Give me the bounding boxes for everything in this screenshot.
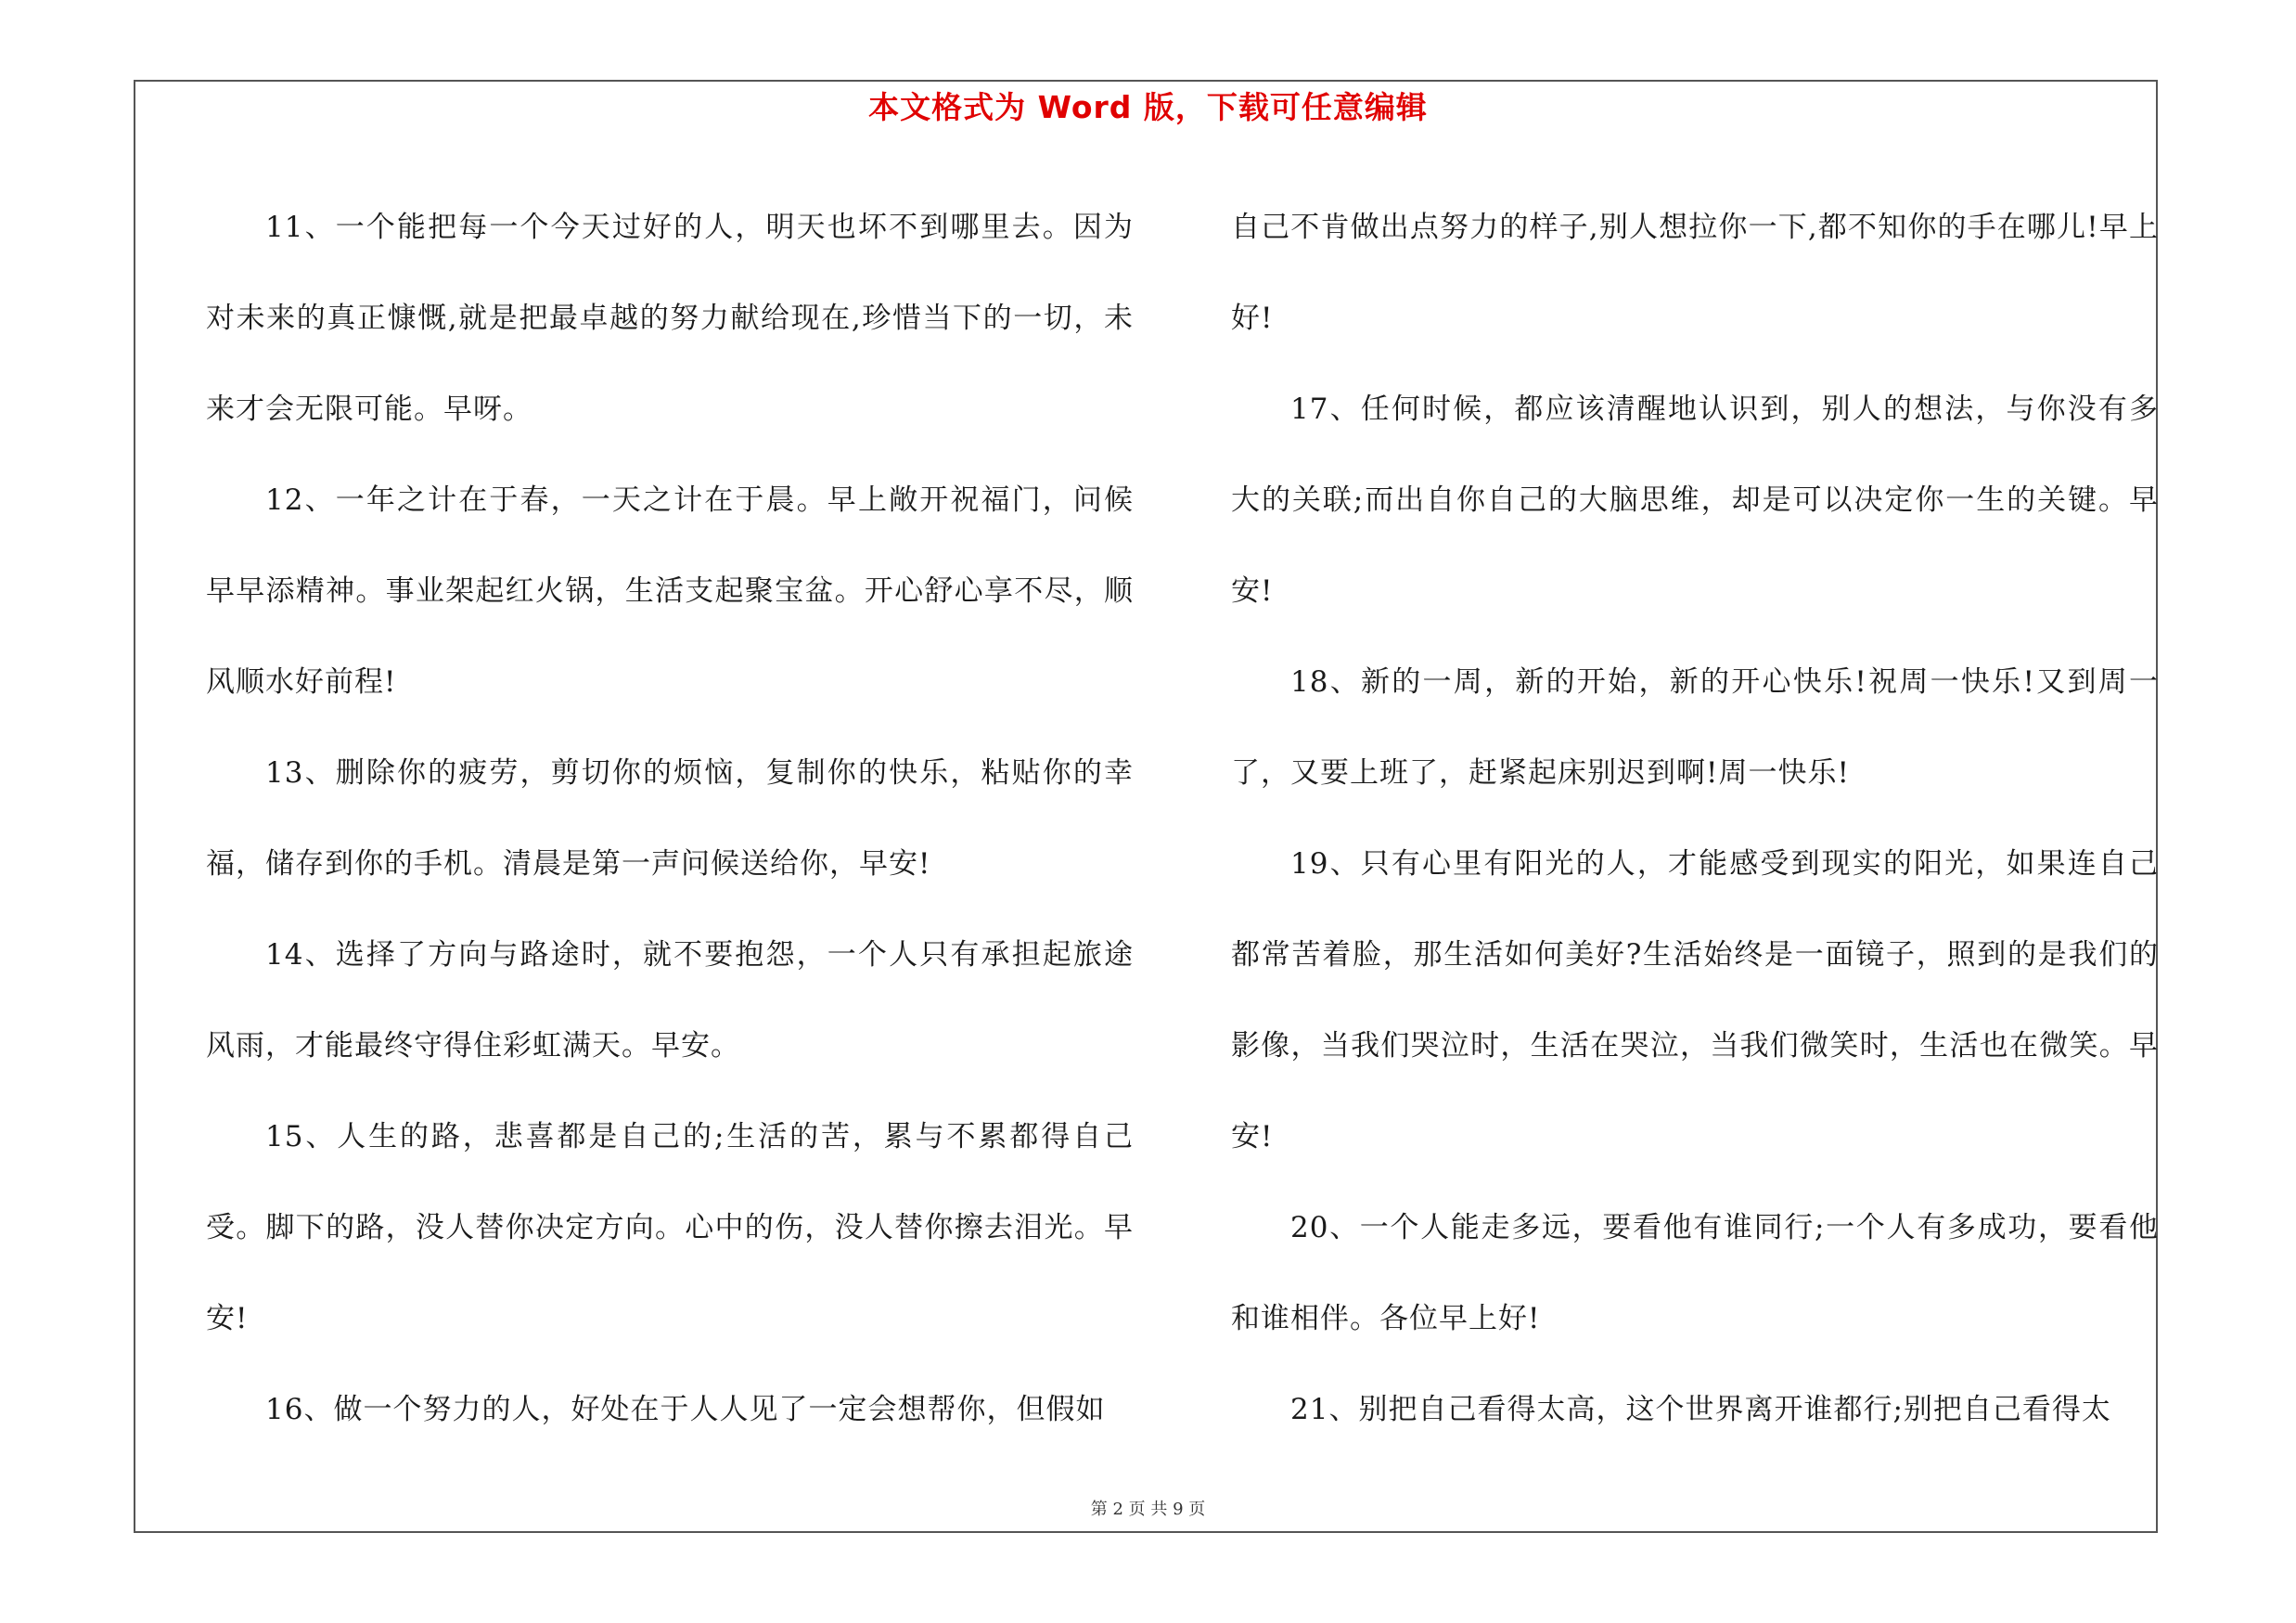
paragraph-17: 17、任何时候，都应该清醒地认识到，别人的想法，与你没有多大的关联;而出自你自己的大脑思维，却是可以决定你一生的关键。早安! (1231, 393, 2159, 608)
page-number-footer: 第 2 页 共 9 页 (1090, 1500, 1206, 1519)
paragraph-12: 12、一年之计在于春，一天之计在于晨。早上敞开祝福门，问候早早添精神。事业架起红火锅，生活支起聚宝盆。开心舒心享不尽，顺风顺水好前程! (206, 483, 1134, 699)
right-column (1231, 182, 2159, 1455)
left-column (206, 182, 1134, 1455)
paragraph-15: 15、人生的路，悲喜都是自己的;生活的苦，累与不累都得自己受。脚下的路，没人替你决定方向。心中的伤，没人替你擦去泪光。早安! (206, 1120, 1134, 1335)
paragraph-11: 11、一个能把每一个今天过好的人，明天也坏不到哪里去。因为对未来的真正慷慨,就是把最卓越的努力献给现在,珍惜当下的一切，未来才会无限可能。早呀。 (206, 211, 1134, 426)
format-notice-header: 本文格式为 Word 版，下载可任意编辑 (868, 89, 1428, 125)
paragraph-13: 13、删除你的疲劳，剪切你的烦恼，复制你的快乐，粘贴你的幸福，储存到你的手机。清晨是第一声问候送给你，早安! (206, 756, 1134, 881)
paragraph-16-continuation: 自己不肯做出点努力的样子,别人想拉你一下,都不知你的手在哪儿!早上好! (1231, 211, 2159, 335)
paragraph-19: 19、只有心里有阳光的人，才能感受到现实的阳光，如果连自己都常苦着脸，那生活如何美好?生活始终是一面镜子，照到的是我们的影像，当我们哭泣时，生活在哭泣，当我们微笑时，生活也在微笑。早安! (1231, 847, 2159, 1153)
paragraph-21-start: 21、别把自己看得太高，这个世界离开谁都行;别把自己看得太 (1290, 1393, 2111, 1426)
paragraph-20: 20、一个人能走多远，要看他有谁同行;一个人有多成功，要看他和谁相伴。各位早上好! (1231, 1211, 2159, 1335)
paragraph-18: 18、新的一周，新的开始，新的开心快乐!祝周一快乐!又到周一了，又要上班了，赶紧起床别迟到啊!周一快乐! (1231, 665, 2159, 790)
paragraph-14: 14、选择了方向与路途时，就不要抱怨，一个人只有承担起旅途风雨，才能最终守得住彩虹满天。早安。 (206, 938, 1134, 1063)
paragraph-16-start: 16、做一个努力的人，好处在于人人见了一定会想帮你，但假如 (265, 1393, 1106, 1426)
